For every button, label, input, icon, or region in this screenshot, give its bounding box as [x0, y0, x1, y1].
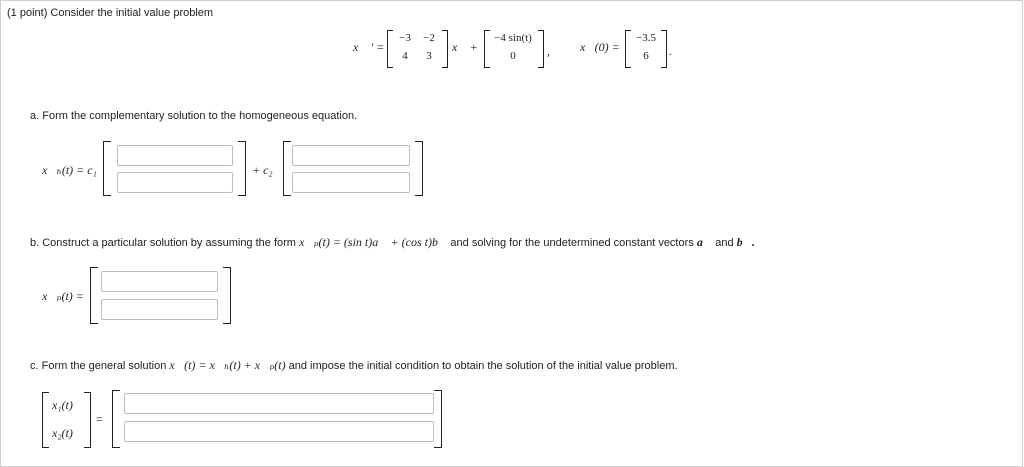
b-vector: b⃗.: [736, 235, 756, 249]
plus-c2: + c₂: [252, 163, 273, 177]
x1-solution-input[interactable]: [124, 393, 434, 414]
a-vector: a⃗: [696, 235, 713, 249]
part-b-text-end: and solving for the undetermined constant vectors: [450, 237, 694, 249]
xp-right-bracket: [223, 267, 231, 324]
forcing-right-bracket: [538, 30, 544, 68]
xvec-right-bracket: [84, 392, 91, 448]
matrix-a22: 3: [426, 50, 432, 62]
points-label: (1 point): [7, 7, 48, 19]
ic-right-bracket: [661, 30, 667, 68]
part-b-text-start: b. Construct a particular solution by assuming the form: [30, 237, 296, 249]
ic-lhs: x⃗(0) =: [580, 40, 620, 54]
x2-label: x₂(t): [52, 426, 73, 440]
part-b-label: x⃗ₚ(t) =: [42, 289, 84, 303]
solution-left-bracket: [112, 390, 120, 448]
xp-left-bracket: [90, 267, 98, 324]
matrix-a12: −2: [423, 32, 435, 44]
ic-bottom: 6: [643, 50, 649, 62]
vec2-left-bracket: [283, 141, 291, 196]
xp-bottom-input[interactable]: [101, 299, 218, 320]
part-c-text-start: c. Form the general solution: [30, 360, 167, 372]
intro-text: Consider the initial value problem: [50, 7, 214, 19]
vec2-top-input[interactable]: [292, 145, 410, 166]
part-b-form: x⃗ₚ(t) = (sin t)a⃗ + (cos t)b⃗: [299, 235, 448, 249]
forcing-top: −4 sin(t): [494, 32, 532, 44]
matrix-right-bracket: [442, 30, 448, 68]
vec2-bottom-input[interactable]: [292, 172, 410, 193]
vec1-top-input[interactable]: [117, 145, 233, 166]
vec1-bottom-input[interactable]: [117, 172, 233, 193]
xp-top-input[interactable]: [101, 271, 218, 292]
matrix-left-bracket: [387, 30, 393, 68]
period: .: [669, 44, 672, 58]
xvec-left-bracket: [42, 392, 49, 448]
problem-header: [7, 6, 213, 20]
part-c-text: [30, 358, 678, 373]
times-x-plus: x⃗ +: [452, 40, 478, 54]
vec1-right-bracket: [238, 141, 246, 196]
lhs-xprime: x⃗ ′ =: [353, 40, 385, 54]
and-word: and: [715, 237, 734, 249]
matrix-a11: −3: [399, 32, 411, 44]
equals-sign: =: [96, 412, 103, 426]
solution-right-bracket: [434, 390, 442, 448]
comma: ,: [547, 44, 550, 58]
part-b-text: [30, 235, 755, 250]
vec2-right-bracket: [415, 141, 423, 196]
vec1-left-bracket: [103, 141, 111, 196]
part-c-text-end: and impose the initial condition to obtain the solution of the initial value problem.: [288, 360, 678, 372]
matrix-a21: 4: [402, 50, 408, 62]
ic-top: −3.5: [636, 32, 656, 44]
part-a-text: a. Form the complementary solution to the homogeneous equation.: [30, 110, 358, 122]
part-a-label: x⃗ₕ(t) = c₁: [42, 163, 97, 177]
part-c-form: x⃗(t) = x⃗ₕ(t) + x⃗ₚ(t): [169, 358, 286, 372]
x1-label: x₁(t): [52, 398, 73, 412]
x2-solution-input[interactable]: [124, 421, 434, 442]
forcing-bottom: 0: [510, 50, 516, 62]
